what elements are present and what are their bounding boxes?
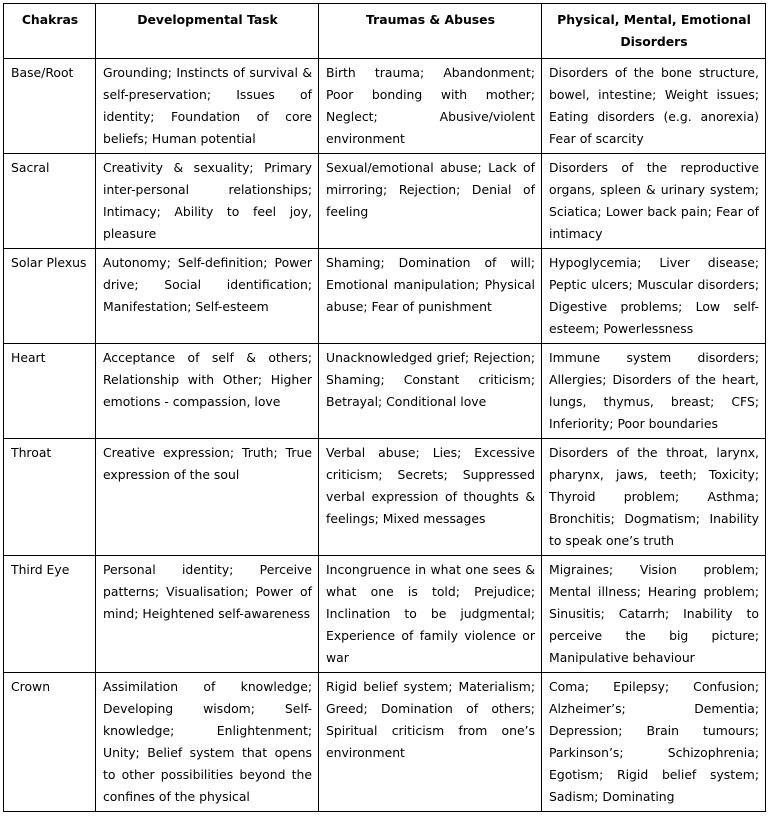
disorders-cell: Immune system disorders; Allergies; Disorders of the heart, lungs, thymus, breast; CFS; Inferiority; Poor boundaries	[542, 344, 766, 439]
disorders-cell: Hypoglycemia; Liver disease; Peptic ulcers; Muscular disorders; Digestive problems; Low self-esteem; Powerlessness	[542, 249, 766, 344]
table-row	[4, 344, 766, 439]
chakra-name: Heart	[4, 344, 96, 439]
disorders-cell: Disorders of the throat, larynx, pharynx, jaws, teeth; Toxicity; Thyroid problem; Asthma; Bronchitis; Dogmatism; Inability to speak one’s truth	[542, 439, 766, 556]
developmental-task-cell: Autonomy; Self-definition; Power drive; Social identification; Manifestation; Self-esteem	[96, 249, 319, 344]
traumas-cell: Rigid belief system; Materialism; Greed; Domination of others; Spiritual criticism from one’s environment	[319, 673, 542, 812]
traumas-cell: Birth trauma; Abandonment; Poor bonding with mother; Neglect; Abusive/violent environment	[319, 59, 542, 154]
traumas-cell: Verbal abuse; Lies; Excessive criticism; Secrets; Suppressed verbal expression of thoughts & feelings; Mixed messages	[319, 439, 542, 556]
developmental-task-cell: Creativity & sexuality; Primary inter-personal relationships; Intimacy; Ability to feel joy, pleasure	[96, 154, 319, 249]
chakra-name: Crown	[4, 673, 96, 812]
chakra-name: Base/Root	[4, 59, 96, 154]
table-row	[4, 154, 766, 249]
disorders-cell: Disorders of the bone structure, bowel, intestine; Weight issues; Eating disorders (e.g. anorexia) Fear of scarcity	[542, 59, 766, 154]
developmental-task-cell: Assimilation of knowledge; Developing wisdom; Self-knowledge; Enlightenment; Unity; Belief system that opens to other possibilities beyond the confines of the physical	[96, 673, 319, 812]
chakra-table	[3, 3, 766, 812]
header-chakras: Chakras	[4, 4, 96, 59]
header-developmental-task: Developmental Task	[96, 4, 319, 59]
developmental-task-cell: Personal identity; Perceive patterns; Visualisation; Power of mind; Heightened self-awareness	[96, 556, 319, 673]
chakra-name: Sacral	[4, 154, 96, 249]
disorders-cell: Migraines; Vision problem; Mental illness; Hearing problem; Sinusitis; Catarrh; Inability to perceive the big picture; Manipulative behaviour	[542, 556, 766, 673]
traumas-cell: Shaming; Domination of will; Emotional manipulation; Physical abuse; Fear of punishment	[319, 249, 542, 344]
table-row	[4, 673, 766, 812]
developmental-task-cell: Creative expression; Truth; True expression of the soul	[96, 439, 319, 556]
disorders-cell: Disorders of the reproductive organs, spleen & urinary system; Sciatica; Lower back pain; Fear of intimacy	[542, 154, 766, 249]
table-row	[4, 59, 766, 154]
table-row	[4, 439, 766, 556]
header-traumas-abuses: Traumas & Abuses	[319, 4, 542, 59]
disorders-cell: Coma; Epilepsy; Confusion; Alzheimer’s; Dementia; Depression; Brain tumours; Parkinson’s; Schizophrenia; Egotism; Rigid belief system; Sadism; Dominating	[542, 673, 766, 812]
header-disorders: Physical, Mental, Emotional Disorders	[542, 4, 766, 59]
developmental-task-cell: Acceptance of self & others; Relationship with Other; Higher emotions - compassion, love	[96, 344, 319, 439]
table-header-row	[4, 4, 766, 59]
chakra-name: Solar Plexus	[4, 249, 96, 344]
table-row	[4, 249, 766, 344]
developmental-task-cell: Grounding; Instincts of survival & self-preservation; Issues of identity; Foundation of core beliefs; Human potential	[96, 59, 319, 154]
traumas-cell: Incongruence in what one sees & what one is told; Prejudice; Inclination to be judgmental; Experience of family violence or war	[319, 556, 542, 673]
chakra-name: Third Eye	[4, 556, 96, 673]
chakra-name: Throat	[4, 439, 96, 556]
traumas-cell: Sexual/emotional abuse; Lack of mirroring; Rejection; Denial of feeling	[319, 154, 542, 249]
table-row	[4, 556, 766, 673]
traumas-cell: Unacknowledged grief; Rejection; Shaming; Constant criticism; Betrayal; Conditional love	[319, 344, 542, 439]
